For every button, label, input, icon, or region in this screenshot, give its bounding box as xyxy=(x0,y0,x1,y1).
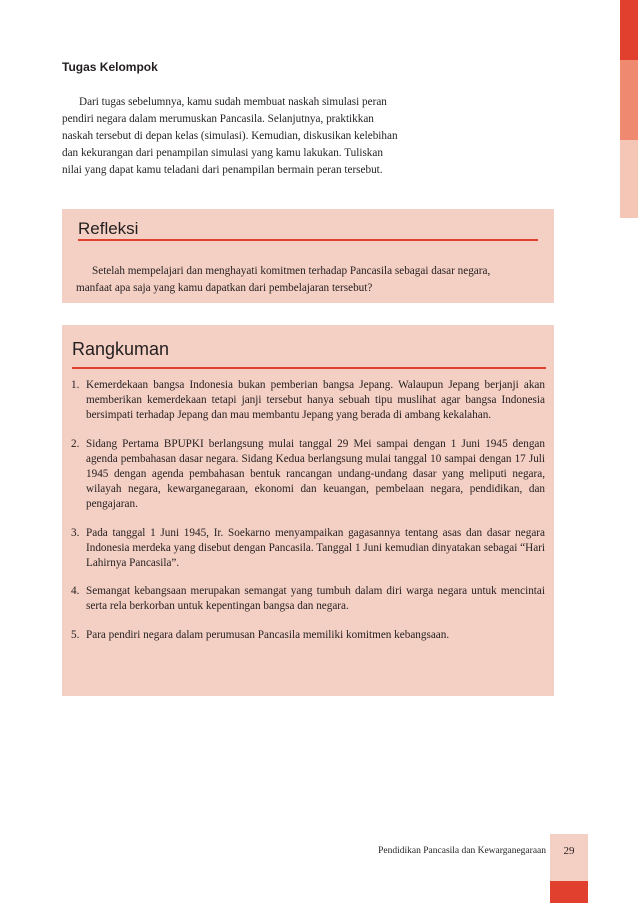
rangkuman-box xyxy=(62,325,554,696)
page-number-tab xyxy=(550,834,588,903)
list-item: 4. Semangat kebangsaan merupakan semangat yang tumbuh dalam diri warga negara untuk mencintai serta rela berkorban untuk kepentingan bangsa dan negara. xyxy=(71,585,545,613)
list-item: 2. Sidang Pertama BPUPKI berlangsung mulai tanggal 29 Mei sampai dengan 1 Juni 1945 dengan agenda pembahasan dasar negara. Sidang Kedua berlangsung mulai tanggal 10 sampai dengan 17 Juli 1945 dengan agenda pembahasan bentuk rancangan undang-undang dasar yang meliputi negara, wilayah negara, kewarganegaraan, ekonomi dan keuangan, pembelaan negara, pendidikan, dan pengajaran. xyxy=(71,437,545,511)
rangkuman-title: Rangkuman xyxy=(72,339,170,359)
edge-tab-decoration xyxy=(620,0,638,218)
section-title: Tugas Kelompok xyxy=(62,60,158,74)
edge-tab-salmon xyxy=(620,60,638,140)
rangkuman-list xyxy=(71,378,545,656)
list-item: 1. Kemerdekaan bangsa Indonesia bukan pemberian bangsa Jepang. Walaupun Jepang berjanji akan memberikan kemerdekaan tetapi janji tersebut hanya sebuah tipu muslihat agar bangsa Indonesia bersimpati terhadap Jepang dan mau membantu Jepang yang berada di ambang kekalahan. xyxy=(71,379,545,422)
refleksi-title: Refleksi xyxy=(78,219,139,238)
edge-tab-red xyxy=(620,0,638,60)
refleksi-text xyxy=(76,263,542,296)
page-number-stripe xyxy=(550,881,588,903)
rangkuman-divider xyxy=(72,367,546,369)
refleksi-divider xyxy=(78,239,538,241)
footer-book-title: Pendidikan Pancasila dan Kewarganegaraan xyxy=(378,846,546,856)
intro-line: dan kekurangan dari penampilan simulasi yang kamu lakukan. Tuliskan xyxy=(62,147,383,159)
edge-tab-pink xyxy=(620,140,638,218)
refleksi-line: Setelah mempelajari dan menghayati komitmen terhadap Pancasila sebagai dasar negara, xyxy=(92,265,491,277)
list-item: 3. Pada tanggal 1 Juni 1945, Ir. Soekarno menyampaikan gagasannya tentang asas dan dasar negara Indonesia merdeka yang disebut dengan Pancasila. Tanggal 1 Juni kemudian dinyatakan sebagai “Hari Lahirnya Pancasila”. xyxy=(71,526,545,570)
intro-line: nilai yang dapat kamu teladani dari penampilan bermain peran tersebut. xyxy=(62,164,383,176)
refleksi-line: manfaat apa saja yang kamu dapatkan dari pembelajaran tersebut? xyxy=(76,281,373,294)
refleksi-box xyxy=(62,209,554,303)
intro-line: Dari tugas sebelumnya, kamu sudah membuat naskah simulasi peran xyxy=(79,96,387,108)
page-number: 29 xyxy=(563,845,575,857)
list-item: 5. Para pendiri negara dalam perumusan Pancasila memiliki komitmen kebangsaan. xyxy=(71,628,450,641)
intro-line: pendiri negara dalam merumuskan Pancasila. Selanjutnya, praktikkan xyxy=(62,113,374,125)
intro-paragraph xyxy=(62,94,428,179)
intro-line: naskah tersebut di depan kelas (simulasi). Kemudian, diskusikan kelebihan xyxy=(62,130,398,142)
